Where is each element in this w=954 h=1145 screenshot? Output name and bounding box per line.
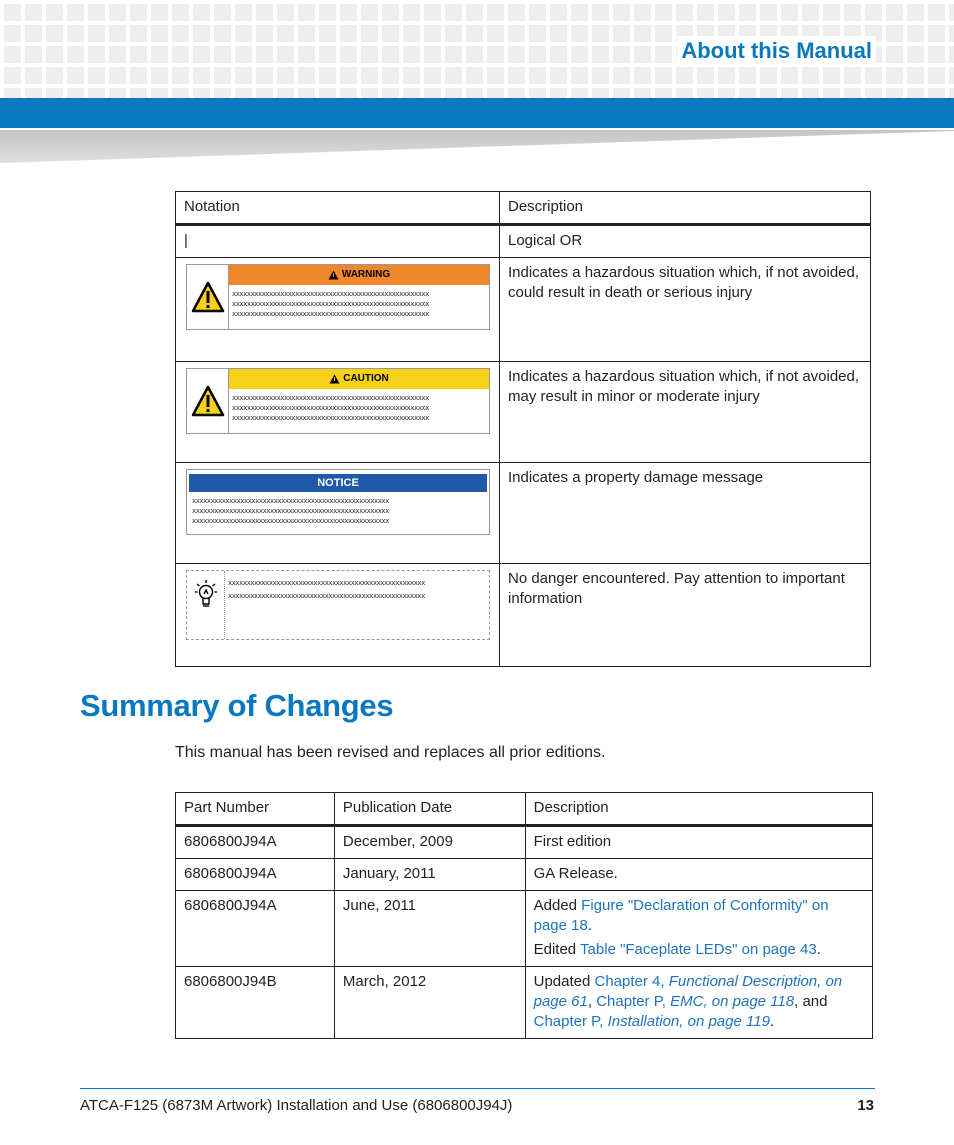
header-description: Description: [525, 793, 872, 826]
page-number: 13: [857, 1097, 874, 1114]
table-header-row: [176, 192, 871, 225]
footer-rule: [80, 1088, 875, 1089]
description-cell: Added Figure "Declaration of Conformity" on page 18. Edited Table "Faceplate LEDs" on page 43.: [525, 891, 872, 967]
placeholder-text: xxxxxxxxxxxxxxxxxxxxxxxxxxxxxxxxxxxxxxxxxxxxxxxxxxxxx xxxxxxxxxxxxxxxxxxxxxxxxxxxxxxxxxxxxxxxxxxxxxxxxxxxxx xxxxxxxxxxxxxxxxxxxxxxxxxxxxxxxxxxxxxxxxxxxxxxxxxxxxx: [192, 497, 389, 525]
description-cell: Indicates a hazardous situation which, if not avoided, may result in minor or moderate injury: [499, 362, 870, 463]
table-row: [176, 967, 873, 1039]
notation-table: [175, 191, 871, 667]
description-cell: Indicates a property damage message: [499, 463, 870, 564]
table-row: [176, 463, 871, 564]
warning-triangle-icon: [187, 265, 229, 329]
part-number-cell: 6806800J94B: [176, 967, 335, 1039]
warning-band: [229, 265, 489, 285]
table-row: [176, 859, 873, 891]
part-number-cell: 6806800J94A: [176, 891, 335, 967]
date-cell: December, 2009: [334, 826, 525, 859]
tip-sample: [176, 564, 500, 667]
table-row: [176, 826, 873, 859]
caution-sample: [176, 362, 500, 463]
caution-sign: [186, 368, 490, 434]
table-row: [176, 564, 871, 667]
header-description: Description: [499, 192, 870, 225]
caution-band: [229, 369, 489, 389]
small-warning-icon: [328, 270, 339, 280]
notice-sign: [186, 469, 490, 535]
header-part-number: Part Number: [176, 793, 335, 826]
tip-sign: [186, 570, 490, 640]
table-row: [176, 891, 873, 967]
faceplate-leds-link[interactable]: Table "Faceplate LEDs" on page 43: [580, 941, 817, 958]
part-number-cell: 6806800J94A: [176, 859, 335, 891]
declaration-of-conformity-link[interactable]: Figure "Declaration of Conformity" on page 18: [533, 897, 829, 934]
table-row: [176, 225, 871, 258]
description-cell: Logical OR: [499, 225, 870, 258]
description-cell: No danger encountered. Pay attention to important information: [499, 564, 870, 667]
warning-sample: [176, 258, 500, 362]
chapter-installation-link[interactable]: Chapter P, Installation, on page 119: [533, 1013, 770, 1030]
changes-table: [175, 792, 873, 1039]
table-header-row: [176, 793, 873, 826]
date-cell: June, 2011: [334, 891, 525, 967]
notice-sample: [176, 463, 500, 564]
summary-intro: This manual has been revised and replaces all prior editions.: [175, 744, 606, 761]
summary-heading: Summary of Changes: [80, 688, 394, 723]
description-cell: GA Release.: [525, 859, 872, 891]
placeholder-text: xxxxxxxxxxxxxxxxxxxxxxxxxxxxxxxxxxxxxxxxxxxxxxxxxxxxx xxxxxxxxxxxxxxxxxxxxxxxxxxxxxxxxxxxxxxxxxxxxxxxxxxxxx xxxxxxxxxxxxxxxxxxxxxxxxxxxxxxxxxxxxxxxxxxxxxxxxxxxxx: [232, 290, 429, 318]
chapter-emc-link[interactable]: Chapter P, EMC, on page 118: [596, 993, 795, 1010]
description-cell: Updated Chapter 4, Functional Description, on page 61, Chapter P, EMC, on page 118, and Chapter P, Installation, on page 119.: [525, 967, 872, 1039]
header-bar: [0, 98, 954, 128]
notice-label: NOTICE: [189, 474, 487, 492]
section-title: About this Manual: [677, 36, 876, 66]
caution-label: CAUTION: [343, 373, 389, 384]
notation-pipe: |: [176, 225, 500, 258]
placeholder-text: xxxxxxxxxxxxxxxxxxxxxxxxxxxxxxxxxxxxxxxxxxxxxxxxxxxxx xxxxxxxxxxxxxxxxxxxxxxxxxxxxxxxxxxxxxxxxxxxxxxxxxxxxx: [228, 579, 425, 600]
header-publication-date: Publication Date: [334, 793, 525, 826]
caution-triangle-icon: [187, 369, 229, 433]
header-notation: Notation: [176, 192, 500, 225]
date-cell: March, 2012: [334, 967, 525, 1039]
warning-label: WARNING: [341, 269, 391, 280]
chapter-4-link[interactable]: Chapter 4, Functional Description, on page 61: [533, 973, 843, 1010]
description-cell: First edition: [525, 826, 872, 859]
part-number-cell: 6806800J94A: [176, 826, 335, 859]
table-row: [176, 362, 871, 463]
description-cell: Indicates a hazardous situation which, if not avoided, could result in death or serious injury: [499, 258, 870, 362]
small-caution-icon: [329, 374, 340, 384]
warning-sign: [186, 264, 490, 330]
date-cell: January, 2011: [334, 859, 525, 891]
header-swoosh: [0, 130, 954, 163]
placeholder-text: xxxxxxxxxxxxxxxxxxxxxxxxxxxxxxxxxxxxxxxxxxxxxxxxxxxxx xxxxxxxxxxxxxxxxxxxxxxxxxxxxxxxxxxxxxxxxxxxxxxxxxxxxx xxxxxxxxxxxxxxxxxxxxxxxxxxxxxxxxxxxxxxxxxxxxxxxxxxxxx: [232, 394, 429, 422]
table-row: [176, 258, 871, 362]
lightbulb-icon: [187, 571, 225, 639]
footer-doc-title: ATCA-F125 (6873M Artwork) Installation and Use (6806800J94J): [80, 1097, 513, 1114]
